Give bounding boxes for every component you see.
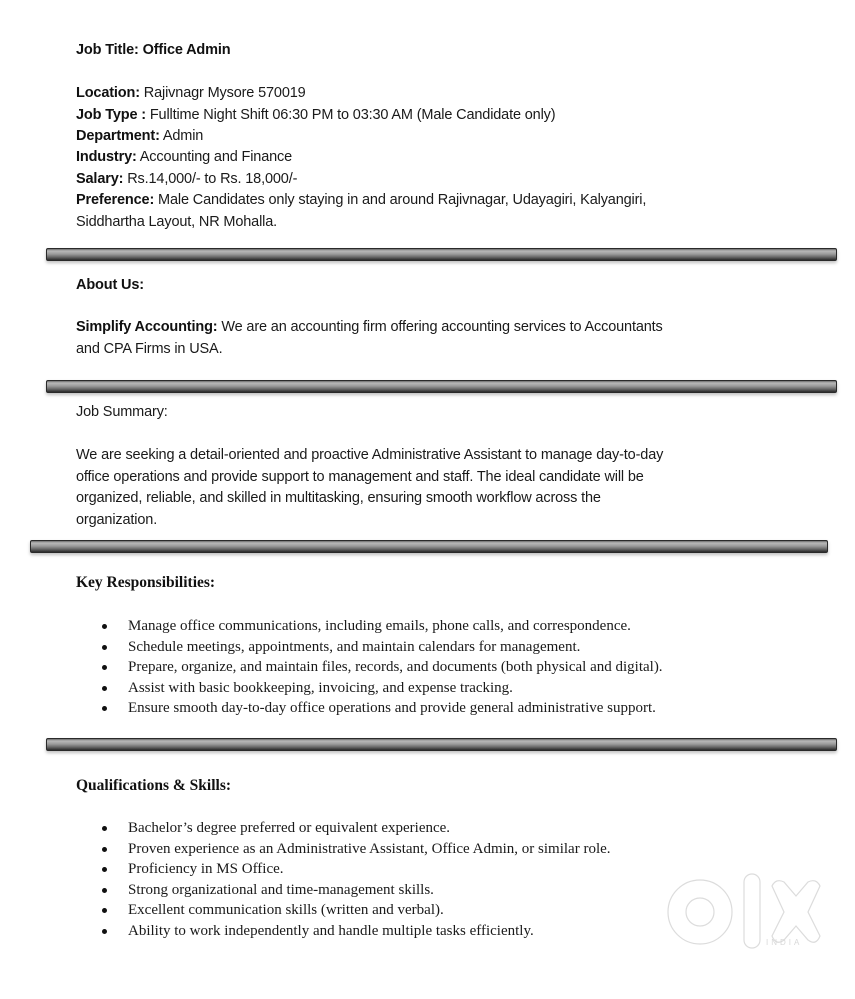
industry-label: Industry: — [76, 149, 137, 165]
salary-value: Rs.14,000/- to Rs. 18,000/- — [127, 170, 298, 187]
industry-row — [76, 149, 292, 165]
summary-line: office operations and provide support to management and staff. The ideal candidate will be — [76, 468, 644, 485]
qualifications-heading: Qualifications & Skills: — [76, 777, 232, 794]
summary-line: organized, reliable, and skilled in multitasking, ensuring smooth workflow across the — [76, 490, 601, 506]
list-item: Ensure smooth day-to-day office operations and provide general administrative support. — [102, 698, 663, 719]
bullet-icon — [102, 929, 107, 934]
about-line-2: and CPA Firms in USA. — [76, 341, 223, 357]
preference-row — [76, 192, 646, 208]
list-item: Manage office communications, including emails, phone calls, and correspondence. — [102, 616, 663, 637]
preference-value-cont: Siddhartha Layout, NR Mohalla. — [76, 214, 278, 230]
about-line-1 — [76, 319, 663, 335]
salary-label: Salary: — [76, 170, 124, 187]
preference-value: Male Candidates only staying in and around Rajivnagar, Udayagiri, Kalyangiri, — [158, 192, 647, 208]
list-item: Strong organizational and time-management skills. — [102, 880, 611, 901]
summary-line: organization. — [76, 511, 158, 528]
bullet-icon — [102, 665, 107, 670]
bullet-icon — [102, 867, 107, 872]
job-title-value: Office Admin — [142, 42, 231, 58]
job-type-label: Job Type : — [76, 106, 146, 123]
list-item: Schedule meetings, appointments, and maintain calendars for management. — [102, 637, 663, 658]
job-type-value: Fulltime Night Shift 06:30 PM to 03:30 AM (Male Candidate only) — [149, 106, 556, 123]
list-item: Proficiency in MS Office. — [102, 859, 611, 880]
list-item: Prepare, organize, and maintain files, records, and documents (both physical and digital). — [102, 657, 663, 678]
list-item: Proven experience as an Administrative Assistant, Office Admin, or similar role. — [102, 839, 611, 860]
list-item: Excellent communication skills (written and verbal). — [102, 900, 611, 921]
location-label: Location: — [76, 85, 140, 101]
job-title-label: Job Title: — [76, 42, 139, 58]
department-value: Admin — [162, 128, 204, 144]
qualifications-list — [102, 818, 611, 941]
responsibilities-heading: Key Responsibilities: — [76, 574, 216, 591]
salary-row — [76, 171, 297, 187]
summary-heading: Job Summary: — [76, 404, 168, 420]
company-name: Simplify Accounting: — [76, 319, 218, 335]
list-item: Assist with basic bookkeeping, invoicing, and expense tracking. — [102, 678, 663, 699]
section-divider — [30, 540, 828, 553]
olx-watermark-sub: INDIA — [766, 938, 803, 947]
job-type-row — [76, 107, 555, 123]
list-item: Ability to work independently and handle multiple tasks efficiently. — [102, 921, 611, 942]
section-divider — [46, 248, 837, 261]
bullet-icon — [102, 706, 107, 711]
preference-row-cont — [76, 214, 277, 230]
location-row — [76, 85, 306, 101]
department-label: Department: — [76, 128, 160, 144]
bullet-icon — [102, 645, 107, 650]
responsibilities-list — [102, 616, 663, 719]
section-divider — [46, 380, 837, 393]
department-row — [76, 128, 203, 144]
preference-label: Preference: — [76, 192, 155, 208]
bullet-icon — [102, 888, 107, 893]
section-divider — [46, 738, 837, 751]
about-heading: About Us: — [76, 277, 144, 293]
job-title — [76, 42, 230, 58]
bullet-icon — [102, 624, 107, 629]
list-item: Bachelor’s degree preferred or equivalent experience. — [102, 818, 611, 839]
bullet-icon — [102, 826, 107, 831]
about-text: We are an accounting firm offering accounting services to Accountants — [221, 319, 663, 335]
location-value: Rajivnagr Mysore 570019 — [143, 85, 306, 101]
bullet-icon — [102, 908, 107, 913]
bullet-icon — [102, 847, 107, 852]
bullet-icon — [102, 686, 107, 691]
summary-line: We are seeking a detail-oriented and proactive Administrative Assistant to manage day-to-day — [76, 447, 664, 463]
industry-value: Accounting and Finance — [139, 149, 293, 165]
